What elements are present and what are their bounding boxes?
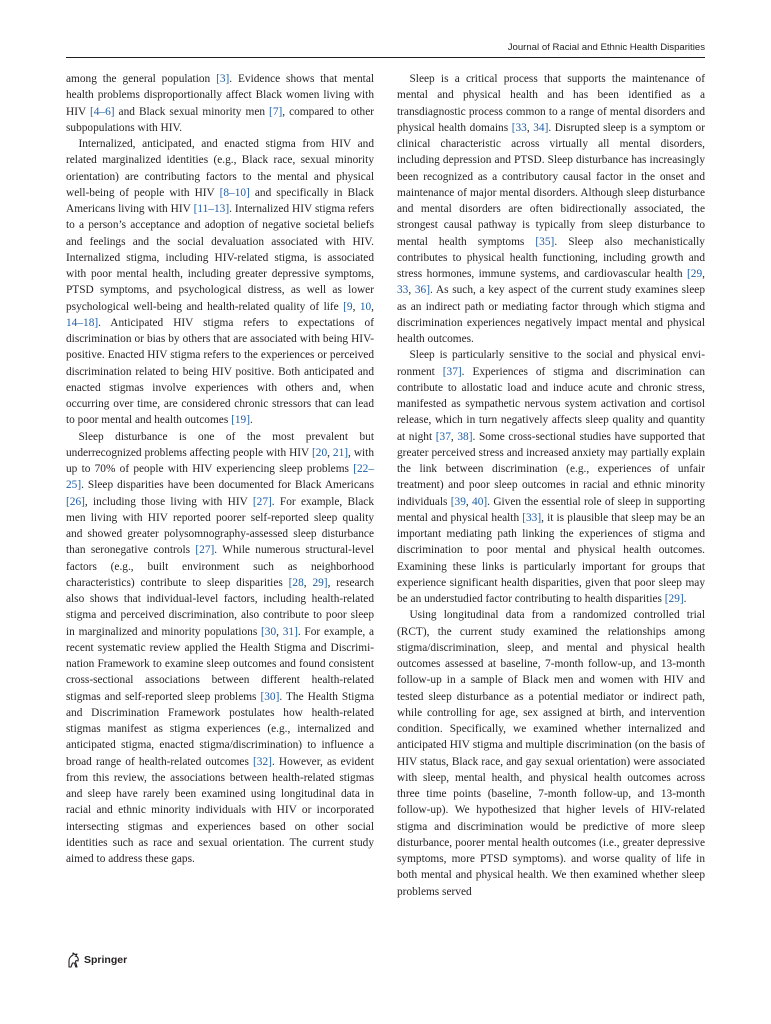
- left-paragraph-2: [66, 136, 374, 429]
- body-text: Internalized, anticipated, and enacted stigma from HIV and related marginalized identities (e.g., Black race, sexual minority orientation) are contributing factors to the mental and physical well-being of people with HIV: [66, 138, 374, 199]
- body-text: , with up to 70% of people with HIV experiencing sleep problems: [66, 446, 375, 475]
- citation-link[interactable]: 31]: [282, 625, 298, 638]
- citation-link[interactable]: [22–25]: [66, 463, 374, 492]
- citation-link[interactable]: [30: [261, 625, 277, 638]
- header-rule: [66, 57, 705, 58]
- left-column: [66, 71, 374, 867]
- body-text: Sleep disturbance is one of the most prevalent but underrecognized problems affecting people with HIV: [66, 430, 374, 459]
- body-text: . For example, Black men living with HIV reported poorer self-reported sleep quality and showed greater polysomnography-assessed sleep disturbance than seronegative controls: [66, 495, 374, 557]
- body-text: Sleep is a critical process that supports the maintenance of mental and physical health and has been identified as a transdiagnostic process common to a range of mental disorders and physical health domains: [397, 73, 705, 134]
- body-text: ,: [526, 121, 534, 134]
- body-text: ,: [327, 446, 333, 459]
- body-text: . Internalized HIV stigma refers to a person’s acceptance and adoption of negative societal beliefs and feelings and the social devaluation associated with HIV. Internalized stigma, including HIV-related stigma, is associated with poor mental health, including greater depressive symptoms, PTSD symptoms, and psychological distress, as well as lower psychological well-being and health-related quality of life: [66, 203, 374, 313]
- citation-link[interactable]: [7]: [269, 105, 283, 118]
- body-text: . The Health Stigma and Discrimination Framework postulates how health-related stigmas manifest as stigma experiences (e.g., internalized and anticipated stigma, enacted stigma/discrimination) to influence a broad range of health-related outcomes: [66, 690, 374, 768]
- body-text: ,: [352, 300, 360, 313]
- citation-link[interactable]: 33: [397, 284, 409, 297]
- page-footer: [66, 952, 127, 968]
- body-text: Using longitudinal data from a randomized controlled trial (RCT), the current study examined the relationships among stigma/discrimination, sleep, and mental and physical health outcomes assessed at baseline, 7-month follow-up, and 13-month follow-up in a sample of Black men and women with HIV and tested sleep disturbance as a potential mediator or indirect path, while controlling for age, sex assigned at birth, and intervention condition. Specifically, we examined whether internalized and anticipated HIV stigma and multiple discrimination (on the basis of HIV status, Black race, and gay sexual orientation) were associated with sleep, mental health, and physical health outcomes across three time points (baseline, 7-month follow-up, and 13-month follow-up). We hypothesized that higher levels of HIV-related stigma and discrimination would be predictive of more sleep disturbance, poorer mental health outcomes (i.e., greater depressive symptoms, more PTSD symptoms). and worse quality of life in both mental and physical health. We then examined whether sleep problems served: [397, 609, 705, 898]
- right-paragraph-3: [397, 607, 705, 900]
- citation-link[interactable]: [3]: [216, 73, 230, 85]
- citation-link[interactable]: [27]: [252, 495, 272, 508]
- body-text: . Evidence shows that mental health problems disproportionally affect Black women living with HIV: [66, 73, 374, 118]
- citation-link[interactable]: [4–6]: [89, 105, 115, 118]
- body-text: ,: [702, 268, 705, 280]
- citation-link[interactable]: [29: [687, 268, 703, 280]
- body-text: . For example, a recent systematic review applied the Health Stigma and Discrimination Framework to examine sleep outcomes and found consistent cross-sectional associations between different health-related stigmas and self-reported sleep problems: [66, 625, 374, 703]
- body-text: ,: [450, 430, 458, 443]
- body-text: Sleep is particularly sensitive to the social and physical environment: [397, 349, 705, 378]
- citation-link[interactable]: [29]: [664, 593, 684, 605]
- body-text: , including those living with HIV: [84, 495, 253, 508]
- citation-link[interactable]: 36]: [414, 284, 430, 297]
- citation-link[interactable]: [39: [450, 495, 466, 508]
- body-text: among the general population: [66, 73, 217, 85]
- citation-link[interactable]: 10: [359, 300, 372, 313]
- body-text: ,: [408, 284, 415, 297]
- citation-link[interactable]: [33: [511, 121, 527, 134]
- left-paragraph-1: [66, 71, 374, 136]
- citation-link[interactable]: 34]: [533, 121, 549, 134]
- body-text: . Given the essential role of sleep in supporting mental and physical health: [397, 495, 705, 524]
- citation-link[interactable]: [35]: [535, 235, 555, 248]
- citation-link[interactable]: [11–13]: [193, 203, 230, 215]
- citation-link[interactable]: [33]: [522, 511, 542, 524]
- body-text: , it is plausible that sleep may be an important mediating path linking the experiences of stigma and discrimination to poor mental and physical health outcomes. Examining these links is particularly important for groups that experience significant health disparities, given that poor sleep may be an understudied factor contributing to health disparities: [397, 511, 705, 605]
- left-paragraph-3: [66, 429, 374, 868]
- citation-link[interactable]: 29]: [312, 576, 328, 589]
- citation-link[interactable]: [37]: [442, 365, 462, 378]
- body-text: , research also shows that individual-level factors, including health-related stigma and perceived discrimination, also contribute to poor sleep in marginalized and minority populations: [66, 576, 375, 638]
- body-text: ,: [465, 495, 473, 508]
- body-text: . Sleep disparities have been documented for Black Americans: [81, 479, 374, 492]
- citation-link[interactable]: 38]: [457, 430, 473, 443]
- citation-link[interactable]: [9: [343, 300, 353, 313]
- body-text: .: [683, 593, 687, 605]
- body-text: . While numerous structural-level factors (e.g., built environment such as neighborhood characteristics) contribute to sleep disparities: [66, 544, 374, 589]
- citation-link[interactable]: [37: [435, 430, 451, 443]
- body-text: ,: [303, 576, 313, 589]
- citation-link[interactable]: [26]: [66, 495, 85, 508]
- citation-link[interactable]: [20: [312, 446, 328, 459]
- body-text: and Black sexual minority men: [114, 105, 270, 118]
- citation-link[interactable]: [30]: [260, 690, 280, 703]
- citation-link[interactable]: [19]: [231, 414, 250, 427]
- body-text: ,: [276, 625, 283, 638]
- body-text: .: [249, 414, 253, 427]
- citation-link[interactable]: [32]: [253, 755, 272, 768]
- body-text: . Anticipated HIV stigma refers to expectations of discrimination or bias by others that are associated with being HIV-positive. Enacted HIV stigma refers to the experiences or perceived discrimination related to being HIV positive. Both anticipated and enacted stigmas involve experiences with others and, when occurring over time, are considered chronic stressors that can lead to poor mental and health outcomes: [66, 316, 374, 427]
- body-text: . Sleep also mechanistically contributes to physical health functioning, including growth and stress hormones, immune systems, and cardiovascular health: [397, 235, 705, 280]
- right-paragraph-2: [397, 347, 705, 607]
- citation-link[interactable]: [8–10]: [219, 186, 250, 199]
- citation-link[interactable]: [28: [288, 576, 304, 589]
- body-text: . As such, a key aspect of the current study examines sleep as an indirect path or mediating factor through which stigma and discrimination experiences negatively impact mental and physical health outcomes.: [397, 284, 705, 345]
- citation-link[interactable]: 14–18]: [66, 316, 99, 329]
- right-column: [397, 71, 705, 900]
- journal-running-header: Journal of Racial and Ethnic Health Disparities: [507, 42, 705, 53]
- springer-horse-icon: [66, 952, 80, 968]
- body-text: . Some cross-sectional studies have supported that greater perceived stress and increased anxiety may partially explain the link between discrimination (e.g., experiences of unfair treatment) and poor sleep outcomes in racial and ethnic minority individuals: [397, 430, 705, 508]
- right-paragraph-1: [397, 71, 705, 347]
- citation-link[interactable]: 40]: [472, 495, 488, 508]
- publisher-name: Springer: [84, 954, 128, 966]
- body-text: . Disrupted sleep is a symptom or clinical characteristic across virtually all mental disorders, including depression and PTSD. Sleep disturbance has increasingly been recognized as a contributory causal factor in the onset and maintenance of major mental disorders. Although sleep disturbance and mental disorders are often bidirectionally associated, the strongest causal pathway is typically from sleep disturbance to mental health symptoms: [397, 121, 706, 248]
- citation-link[interactable]: [27]: [195, 544, 215, 557]
- citation-link[interactable]: 21]: [332, 446, 349, 459]
- body-text: ,: [371, 300, 375, 313]
- body-text: . Experiences of stigma and discrimination can contribute to allostatic load and induce acute and chronic stress, manifested as sympathetic nervous system activation and cortisol release, which in turn negatively affects sleep quality and quantity at night: [397, 365, 705, 443]
- body-text: and specifically in Black Americans living with HIV: [66, 186, 374, 215]
- body-text: , compared to other subpopulations with HIV.: [66, 105, 375, 134]
- body-text: . However, as evident from this review, the associations between health-related stigmas and sleep have rarely been examined using longitudinal data in racial and ethnic minority individuals with HIV or incorporated intersecting stigmas and experiences based on other social identities such as race and sexual orientation. The current study aimed to address these gaps.: [66, 755, 375, 865]
